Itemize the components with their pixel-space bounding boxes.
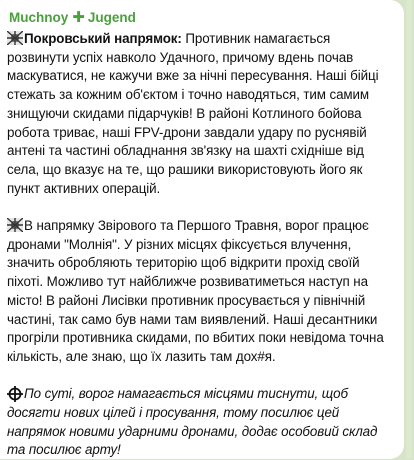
paragraph-zvirove [7, 217, 392, 367]
cross-pattern-icon [7, 218, 23, 232]
paragraph-title: Покровський напрямок: [24, 31, 182, 46]
channel-name: Muchnoy [9, 10, 69, 25]
paragraph-pokrovsk [7, 30, 392, 198]
plus-icon: ✚ [72, 9, 85, 26]
channel-name-suffix: Jugend [87, 10, 136, 25]
paragraph-text: Противник намагається розвинути успіх навколо Удачного, причому вдень почав маскуватися, не кажучи вже за нічні пересування. Наші бійці стежать за кожним об'єктом і точно наводяться, тим самим знищуючи скидами підарчуків! В районі Котлиного бойова робота триває, наші FPV-дрони завдали удару по руснявій антені та частині обладнання зв'язку на шахті східніше від села, що вказує на те, що рашики використовують його як пункт активних операцій. [7, 31, 379, 196]
message-text [7, 30, 392, 460]
cross-pattern-icon [7, 31, 23, 45]
paragraph-text: В напрямку Звірового та Першого Травня, ворог працює дронами "Молнія". У різних місцях фіксується влучення, значить обробляють територію щоб відкрити прохід своїй піхоті. Можливо тут найближче розвиватиметься наступ на місто! В районі Лисівки противник просувається у північній частині, так само був нами там виявлений. Наші десантники прогріли противника скидами, по вбитих поки невідома точна кількість, але знаю, що їх лазить там дох#я. [7, 218, 384, 364]
channel-header[interactable] [9, 9, 392, 26]
scrollbar[interactable] [406, 0, 412, 459]
paragraph-text: По суті, ворог намагається місцями тиснути, щоб досягти нових цілей і просування, тому посилює цей напрямок новими ударними дронами, додає особовий склад та посилює арту! [7, 386, 378, 458]
paragraph-summary [7, 385, 392, 460]
crosshair-icon [7, 386, 23, 400]
